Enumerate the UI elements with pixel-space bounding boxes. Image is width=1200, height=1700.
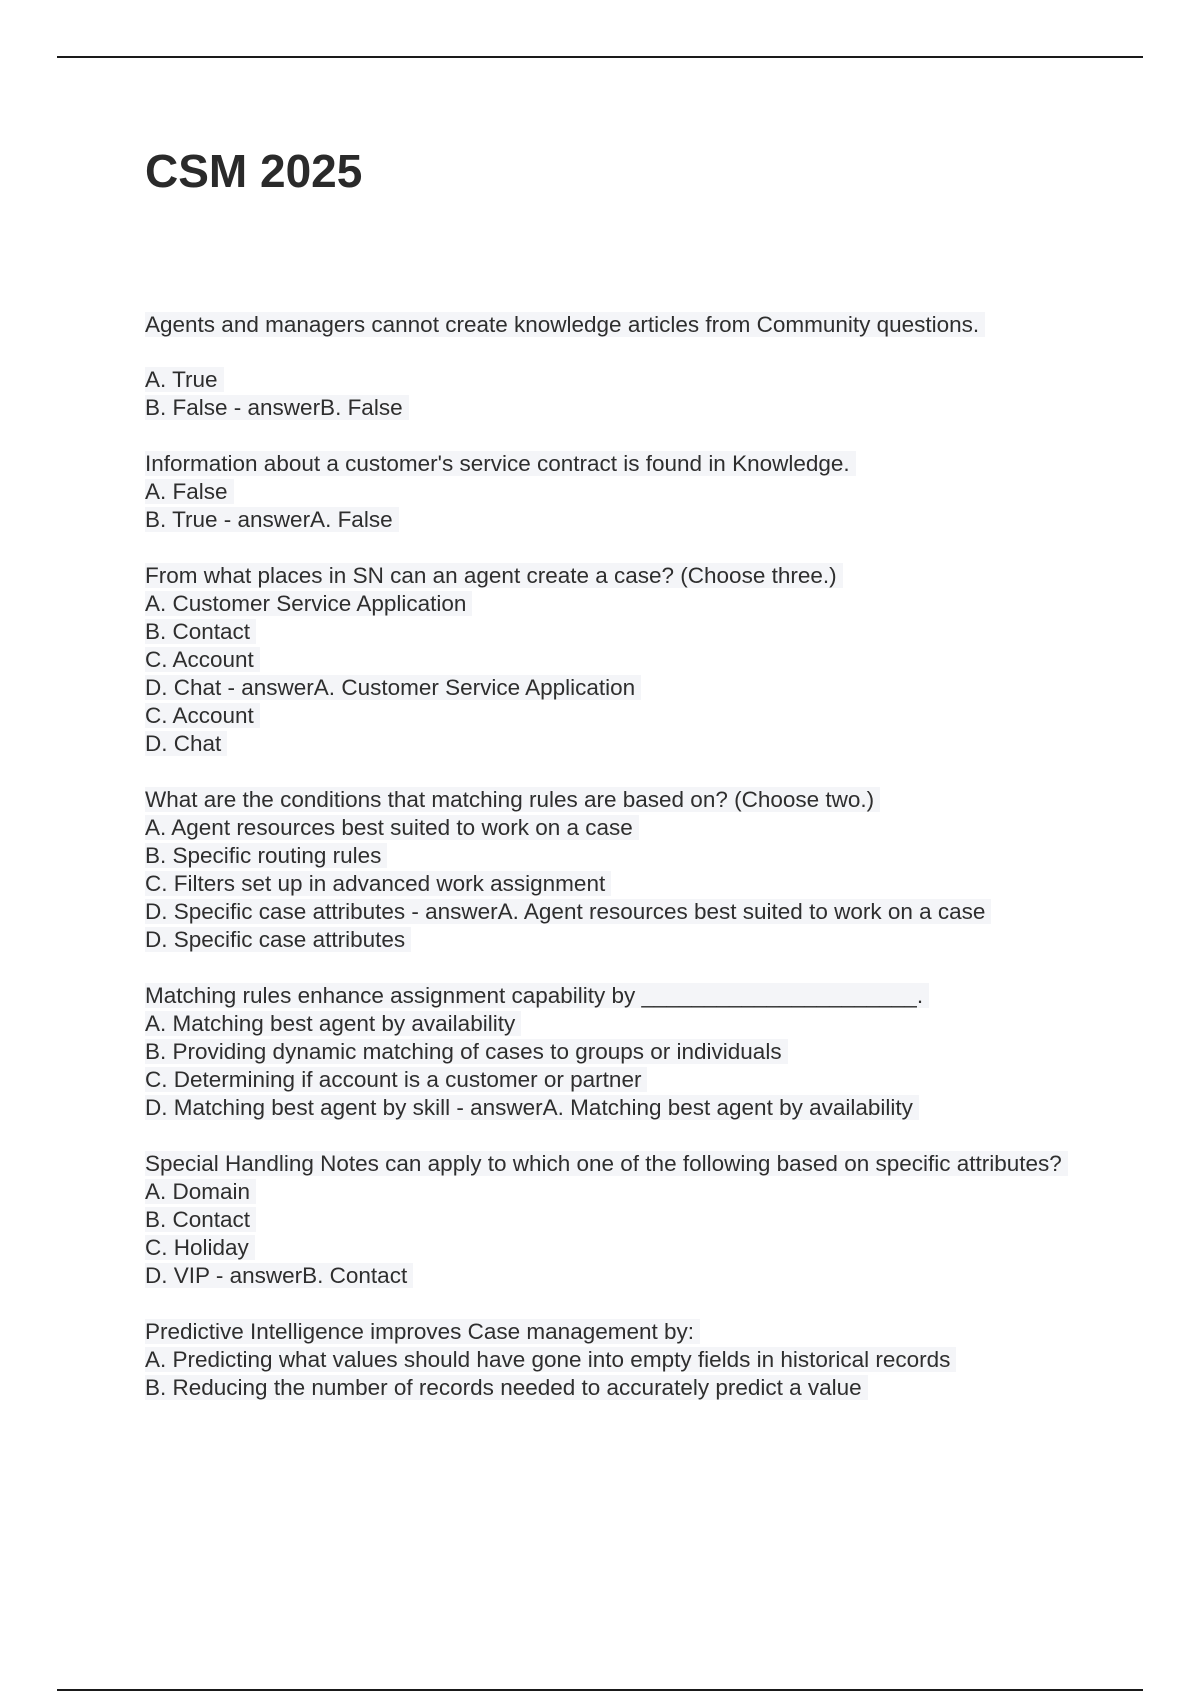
question-list <box>145 311 1075 1430</box>
question-text: Agents and managers cannot create knowledge articles from Community questions. <box>145 311 1075 339</box>
question-text: What are the conditions that matching rules are based on? (Choose two.) <box>145 786 1075 814</box>
answer-option: C. Determining if account is a customer or partner <box>145 1066 1075 1094</box>
answer-option: B. Specific routing rules <box>145 842 1075 870</box>
footer-rule <box>57 1689 1143 1691</box>
question-block-7 <box>145 1318 1075 1402</box>
answer-option: A. Predicting what values should have gone into empty fields in historical records <box>145 1346 1075 1374</box>
answer-option: A. Agent resources best suited to work on a case <box>145 814 1075 842</box>
answer-option: D. Specific case attributes <box>145 926 1075 954</box>
answer-option: A. Customer Service Application <box>145 590 1075 618</box>
answer-option: D. Matching best agent by skill - answerA. Matching best agent by availability <box>145 1094 1075 1122</box>
question-block-2 <box>145 450 1075 534</box>
answer-option: B. Contact <box>145 618 1075 646</box>
answer-option: D. Chat <box>145 730 1075 758</box>
page-title: CSM 2025 <box>145 145 363 197</box>
answer-option: C. Filters set up in advanced work assignment <box>145 870 1075 898</box>
answer-option: A. Matching best agent by availability <box>145 1010 1075 1038</box>
question-text: Matching rules enhance assignment capability by ______________________. <box>145 982 1075 1010</box>
answer-option: C. Account <box>145 646 1075 674</box>
answer-option: A. True <box>145 366 1075 394</box>
answer-option: A. Domain <box>145 1178 1075 1206</box>
answer-option: D. Chat - answerA. Customer Service Application <box>145 674 1075 702</box>
header-rule <box>57 56 1143 58</box>
answer-option: C. Holiday <box>145 1234 1075 1262</box>
question-text: From what places in SN can an agent create a case? (Choose three.) <box>145 562 1075 590</box>
answer-option: D. Specific case attributes - answerA. Agent resources best suited to work on a case <box>145 898 1075 926</box>
answer-option: B. Reducing the number of records needed to accurately predict a value <box>145 1374 1075 1402</box>
question-block-5 <box>145 982 1075 1122</box>
answer-option: B. Contact <box>145 1206 1075 1234</box>
question-block-3 <box>145 562 1075 758</box>
answer-option: B. True - answerA. False <box>145 506 1075 534</box>
question-text: Predictive Intelligence improves Case management by: <box>145 1318 1075 1346</box>
question-text: Special Handling Notes can apply to which one of the following based on specific attributes? <box>145 1150 1075 1178</box>
answer-option: D. VIP - answerB. Contact <box>145 1262 1075 1290</box>
answer-option: C. Account <box>145 702 1075 730</box>
answer-option: A. False <box>145 478 1075 506</box>
question-text: Information about a customer's service contract is found in Knowledge. <box>145 450 1075 478</box>
question-block-1 <box>145 311 1075 422</box>
question-block-4 <box>145 786 1075 954</box>
answer-option: B. False - answerB. False <box>145 394 1075 422</box>
question-block-6 <box>145 1150 1075 1290</box>
answer-option: B. Providing dynamic matching of cases to groups or individuals <box>145 1038 1075 1066</box>
